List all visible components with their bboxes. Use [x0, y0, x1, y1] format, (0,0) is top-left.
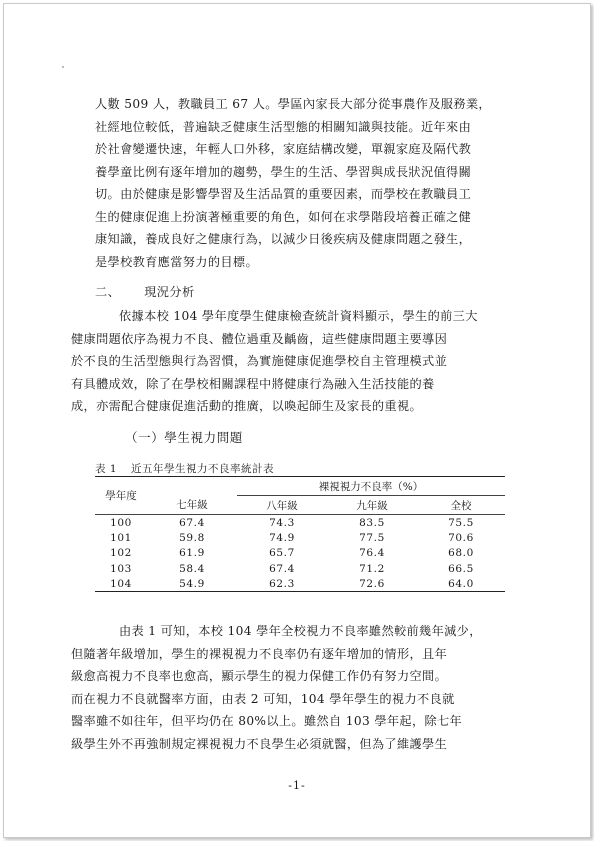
table-cell: 83.5 — [359, 516, 385, 529]
table-row — [95, 515, 505, 531]
section-title: 現況分析 — [144, 285, 195, 299]
page-number: -1- — [288, 779, 306, 792]
analysis-paragraph — [71, 305, 505, 418]
table-cell: 72.6 — [327, 576, 417, 592]
table-row — [95, 530, 505, 545]
vision-stats-table — [95, 476, 505, 592]
table-cell: 67.4 — [179, 516, 205, 529]
table-cell: 54.9 — [147, 576, 237, 592]
text-line: 級學生外不再強制規定裸視視力不良學生必須就醫，但為了維護學生 — [71, 736, 448, 751]
table-cell: 64.0 — [417, 576, 505, 592]
text-line: 康知識，養成良好之健康行為，以減少日後疾病及健康問題之發生， — [95, 232, 472, 246]
text-line: 是學校教育應當努力的目標。 — [95, 254, 258, 269]
table-cell: 58.4 — [179, 562, 205, 575]
table-cell: 71.2 — [359, 562, 385, 575]
table-caption-number: 表 1 — [95, 463, 118, 475]
table-caption — [95, 461, 274, 476]
text-line: 社經地位較低，普遍缺乏健康生活型態的相關知識與技能。近年來由 — [95, 119, 472, 134]
text-line: 健康問題依序為視力不良、體位過重及齲齒，這些健康問題主要導因 — [71, 331, 448, 346]
table-cell: 104 — [95, 576, 147, 592]
table-cell: 62.3 — [237, 576, 327, 592]
table-column-header: 七年級 — [147, 496, 237, 515]
table-group-header: 裸視視力不良率（%） — [237, 477, 505, 496]
table-cell: 103 — [110, 562, 132, 575]
text-line: 生的健康促進上扮演著極重要的角色，如何在求學階段培養正確之健 — [95, 209, 472, 224]
text-line: 而在視力不良就醫率方面，由表 2 可知，104 學年學生的視力不良就 — [71, 691, 455, 706]
table-cell: 70.6 — [448, 531, 474, 544]
section-heading — [95, 283, 195, 300]
table-cell: 74.3 — [269, 516, 295, 529]
table-cell: 65.7 — [269, 547, 295, 560]
table-cell: 59.8 — [179, 531, 205, 544]
text-line: 養學童比例有逐年增加的趨勢，學生的生活、學習與成長狀況值得關 — [95, 164, 472, 179]
text-line: 級愈高視力不良率也愈高，顯示學生的視力保健工作仍有努力空間。 — [71, 669, 448, 683]
text-line: 人數 509 人，教職員工 67 人。學區內家長大部分從事農作及服務業， — [95, 97, 491, 111]
text-line: 有具體成效，除了在學校相關課程中將健康行為融入生活技能的養 — [71, 376, 435, 391]
text-line: 依據本校 104 學年度學生健康檢查統計資料顯示，學生的前三大 — [119, 309, 478, 323]
table-cell: 66.5 — [448, 562, 474, 575]
intro-paragraph — [95, 93, 505, 273]
conclusion-paragraph — [71, 620, 505, 755]
text-line: 由表 1 可知，本校 104 學年全校視力不良率雖然較前幾年減少， — [119, 624, 482, 638]
table-caption-title: 近五年學生視力不良率統計表 — [131, 463, 275, 475]
table-cell: 101 — [110, 531, 132, 544]
table-cell: 77.5 — [359, 531, 385, 544]
table-cell: 75.5 — [448, 516, 474, 529]
text-line: 於不良的生活型態與行為習慣，為實施健康促進學校自主管理模式並 — [71, 354, 448, 368]
table-cell: 67.4 — [269, 562, 295, 575]
text-line: 醫率雖不如往年，但平均仍在 80%以上。雖然自 103 學年起，除七年 — [71, 714, 463, 728]
table-column-header: 九年級 — [327, 496, 417, 515]
table-row — [95, 561, 505, 576]
text-line: 切。由於健康是影響學習及生活品質的重要因素，而學校在教職員工 — [95, 187, 472, 201]
table-cell: 76.4 — [359, 547, 385, 560]
text-line: 成，亦需配合健康促進活動的推廣，以喚起師生及家長的重視。 — [71, 399, 423, 413]
table-row — [95, 576, 505, 592]
table-cell: 61.9 — [179, 547, 205, 560]
table-column-header: 全校 — [417, 496, 505, 515]
subsection-heading: （一）學生視力問題 — [125, 430, 243, 445]
table-column-header: 八年級 — [237, 496, 327, 515]
scan-mark — [62, 66, 64, 68]
table-cell: 68.0 — [448, 547, 474, 560]
table-cell: 74.9 — [269, 531, 295, 544]
text-line: 但隨著年級增加，學生的裸視視力不良率仍有逐年增加的情形，且年 — [71, 646, 448, 661]
table-cell: 100 — [110, 516, 132, 529]
text-line: 於社會變遷快速，年輕人口外移，家庭結構改變，單親家庭及隔代教 — [95, 142, 472, 156]
table-cell: 102 — [110, 547, 132, 560]
table-row-header: 學年度 — [95, 477, 147, 515]
section-number: 二、 — [95, 285, 121, 299]
table-row — [95, 546, 505, 561]
